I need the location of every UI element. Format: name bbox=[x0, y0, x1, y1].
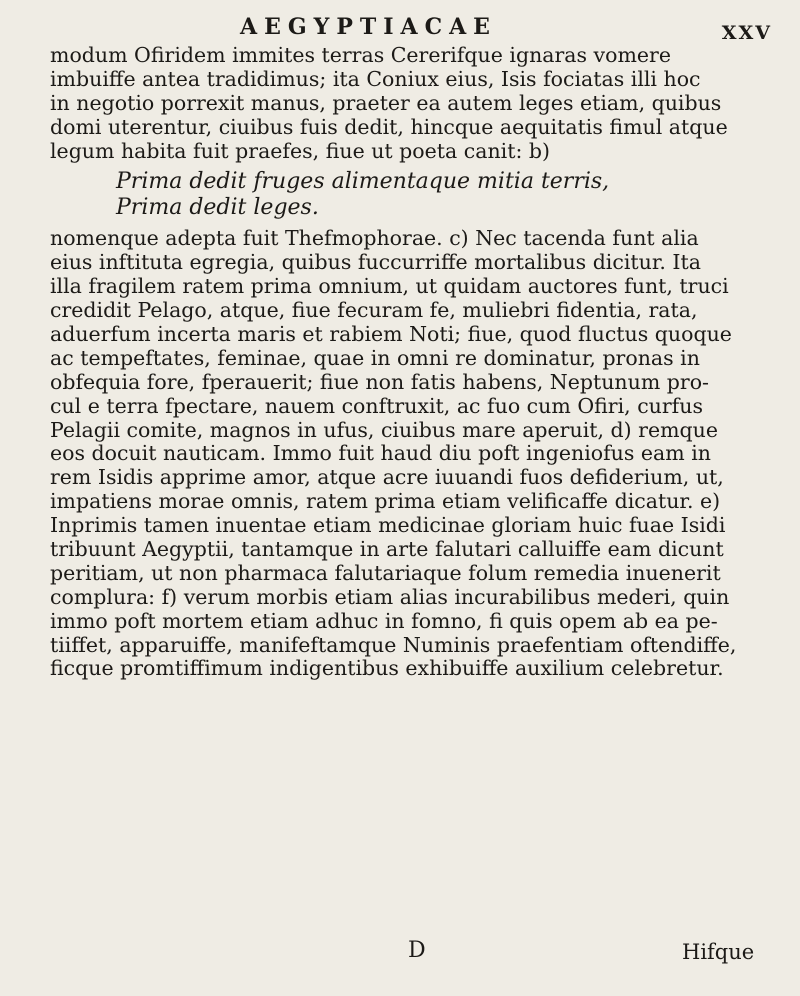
text-line: illa fragilem ratem prima omnium, ut quidam auctores funt, truci bbox=[50, 275, 729, 299]
text-line: imbuiffe antea tradidimus; ita Coniux eius, Isis fociatas illi hoc bbox=[50, 67, 701, 91]
text-line: nomenque adepta fuit Thefmophorae. c) Nec tacenda funt alia bbox=[50, 227, 699, 251]
text-line: tiiffet, apparuiffe, manifeftamque Numinis praefentiam oftendiffe, bbox=[50, 633, 737, 657]
text-line: tribuunt Aegyptii, tantamque in arte falutari calluiffe eam dicunt bbox=[50, 538, 724, 562]
text-line: obfequia fore, fperauerit; fiue non fatis habens, Neptunum pro- bbox=[50, 370, 709, 394]
text-line: cul e terra fpectare, nauem conftruxit, ac fuo cum Ofiri, curfus bbox=[50, 394, 703, 418]
text-line: immo poft mortem etiam adhuc in fomno, fi quis opem ab ea pe- bbox=[50, 609, 718, 633]
text-line: Pelagii comite, magnos in ufus, ciuibus mare aperuit, d) remque bbox=[50, 418, 718, 442]
running-head bbox=[0, 14, 800, 44]
text-line: complura: f) verum morbis etiam alias incurabilibus mederi, quin bbox=[50, 585, 730, 609]
signature-mark: D bbox=[408, 938, 426, 963]
body-text bbox=[50, 44, 776, 681]
running-title: AEGYPTIACAE bbox=[240, 14, 497, 40]
text-line: in negotio porrexit manus, praeter ea autem leges etiam, quibus bbox=[50, 91, 722, 115]
text-line: domi uterentur, ciuibus fuis dedit, hincque aequitatis fimul atque bbox=[50, 115, 728, 139]
text-line: credidit Pelago, atque, fiue fecuram fe, muliebri fidentia, rata, bbox=[50, 299, 698, 323]
text-line: modum Ofiridem immites terras Cererifque ignaras vomere bbox=[50, 44, 671, 67]
page-footer bbox=[0, 938, 800, 978]
verse-line: Prima dedit fruges alimentaque mitia terris, bbox=[116, 169, 610, 195]
text-line: legum habita fuit praefes, fiue ut poeta canit: b) bbox=[50, 139, 550, 163]
text-line: peritiam, ut non pharmaca falutariaque folum remedia inuenerit bbox=[50, 561, 721, 585]
text-line: ac tempeftates, feminae, quae in omni re dominatur, pronas in bbox=[50, 346, 700, 370]
text-line: rem Isidis apprime amor, atque acre iuuandi fuos defiderium, ut, bbox=[50, 466, 724, 490]
catchword: Hifque bbox=[682, 940, 755, 964]
verse-line: Prima dedit leges. bbox=[116, 195, 319, 221]
text-line: eius inftituta egregia, quibus fuccurriffe mortalibus dicitur. Ita bbox=[50, 251, 701, 275]
text-line: ficque promtiffimum indigentibus exhibuiffe auxilium celebretur. bbox=[50, 657, 724, 681]
text-line: impatiens morae omnis, ratem prima etiam velificaffe dicatur. e) bbox=[50, 490, 721, 514]
page-number: XXV bbox=[721, 22, 772, 44]
text-line: eos docuit nauticam. Immo fuit haud diu poft ingeniofus eam in bbox=[50, 442, 711, 466]
text-line: Inprimis tamen inuentae etiam medicinae gloriam huic fuae Isidi bbox=[50, 514, 726, 538]
text-line: aduerfum incerta maris et rabiem Noti; fiue, quod fluctus quoque bbox=[50, 323, 732, 347]
